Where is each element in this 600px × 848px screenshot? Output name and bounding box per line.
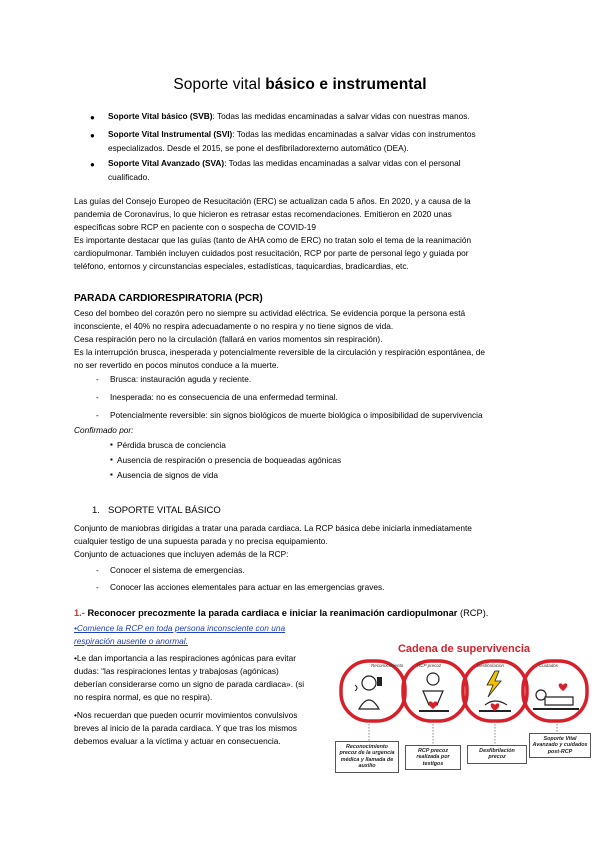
intro-line: cardiopulmonar. También incluyen cuidados post resucitación, RCP por parte de personal lego y guiada por [74, 248, 469, 258]
dash-marker: - [96, 375, 99, 384]
chain-of-survival-figure [333, 633, 595, 788]
bullet-svi [108, 128, 476, 141]
caption-box: Reconocimiento precoz de la urgencia médica y llamada de auxilio [335, 741, 399, 773]
intro-line: pandemia de Coronavirus, lo que hicieron es retrasar estas recomendaciones. Emitieron en 2020 unas [74, 209, 452, 219]
sub-bullet-marker: ▪ [110, 440, 113, 449]
link-label: Desfibrilación [477, 663, 505, 668]
pcr-dash-item: Inesperada: no es consecuencia de una enfermedad terminal. [110, 392, 338, 402]
bullet-text: : Todas las medidas encaminadas a salvar vidas con nuestras manos. [212, 111, 470, 121]
pcr-heading: PARADA CARDIORESPIRATORIA (PCR) [74, 293, 263, 304]
pcr-line: no ser revertido en pocos minutos conduce a la muerte. [74, 360, 279, 370]
svb-heading: SOPORTE VITAL BÁSICO [108, 505, 221, 516]
step1-underlined: •Comience la RCP en toda persona inconsciente con una [74, 623, 286, 633]
confirm-item: Ausencia de signos de vida [117, 470, 219, 480]
svb-dash-item: Conocer el sistema de emergencias. [110, 565, 245, 575]
svb-dash-item: Conocer las acciones elementales para actuar en las emergencias graves. [110, 582, 385, 592]
caption-box: Soporte Vital Avanzado y cuidados post-RCP [529, 733, 591, 758]
bullet-dot: ● [90, 160, 95, 169]
bullet-dot: ● [90, 131, 95, 140]
caption-box: Desfibrilación precoz [467, 745, 527, 764]
step1-heading [74, 607, 488, 620]
step1-body-line: breves al inicio de la parada cardiaca. Y que tras los mismos [74, 723, 297, 733]
caption-box: RCP precoz realizada por testigos [405, 745, 461, 770]
bullet-dot: ● [90, 113, 95, 122]
svb-line: Conjunto de maniobras dirigidas a tratar una parada cardiaca. La RCP básica debe iniciarla inmediatamente [74, 523, 472, 533]
pcr-line: inconsciente, el 40% no respira adecuadamente o no respira y no tiene signos de vida. [74, 321, 394, 331]
intro-line: Es importante destacar que las guías (tanto de AHA como de ERC) no tratan solo el tema de la reanimación [74, 235, 472, 245]
step1-number: 1.- [74, 608, 85, 618]
title-normal: Soporte vital [173, 76, 266, 93]
post-care-icon [533, 683, 579, 709]
intro-line: específicas sobre RCP en paciente con o sospecha de COVID-19 [74, 222, 316, 232]
bullet-text: : Todas las medidas encaminadas a salvar vidas con instrumentos [232, 129, 476, 139]
dash-marker: - [96, 566, 99, 575]
step1-body-line: •Nos recuerdan que pueden ocurrir movimientos convulsivos [74, 710, 298, 720]
sub-bullet-marker: ▪ [110, 470, 113, 479]
bullet-bold: Soporte Vital Instrumental (SVI) [108, 129, 233, 139]
chain-link [523, 661, 587, 721]
dash-marker: - [96, 411, 99, 420]
pcr-dash-item: Potencialmente reversible: sin signos biológicos de muerte biológica o imposibilidad de supervivencia [110, 410, 483, 420]
link-label: Cuidados [539, 663, 559, 668]
step1-text: Reconocer precozmente la parada cardiaca e iniciar la reanimación cardiopulmonar [84, 608, 460, 618]
pcr-dash-item: Brusca: instauración aguda y reciente. [110, 374, 252, 384]
sub-bullet-marker: ▪ [110, 455, 113, 464]
step1-tail: (RCP). [459, 608, 489, 618]
pcr-line: Cesa respiración pero no la circulación (fallará en varios momentos sin respiración). [74, 334, 383, 344]
pcr-line: Es la interrupción brusca, inesperada y potencialmente reversible de la circulación y respiración espontánea, de [74, 347, 485, 357]
step1-body-line: deberían considerarse como un signo de parada cardiaca». (si [74, 679, 305, 689]
pcr-line: Ceso del bombeo del corazón pero no siempre su actividad eléctrica. Se evidencia porque la persona está [74, 308, 466, 318]
confirm-item: Ausencia de respiración o presencia de boqueadas agónicas [117, 455, 342, 465]
page-title [0, 76, 600, 94]
svb-number: 1. [92, 505, 100, 516]
confirmado-label: Confirmado por: [74, 425, 134, 435]
svb-line: cualquier testigo de una supuesta parada y no precisa equipamiento. [74, 536, 328, 546]
dash-marker: - [96, 583, 99, 592]
intro-line: Las guías del Consejo Europeo de Resucitación (ERC) se actualizan cada 5 años. En 2020, y a causa de la [74, 196, 471, 206]
bullet-bold: Soporte Vital básico (SVB) [108, 111, 213, 121]
step1-body-line: no respira normal, es que no respira). [74, 692, 213, 702]
chain-link [341, 661, 405, 721]
svb-line: Conjunto de actuaciones que incluyen además de la RCP: [74, 549, 289, 559]
bullet-sva-line2: cualificado. [108, 172, 150, 182]
link-label: Reconocimiento [371, 663, 404, 668]
bullet-svb [108, 110, 470, 123]
dash-marker: - [96, 393, 99, 402]
step1-body-line: •Le dan importancia a las respiraciones agónicas para evitar [74, 653, 296, 663]
intro-line: teléfono, entornos y circunstancias especiales, estadísticas, taquicardias, bradicardias, etc. [74, 261, 409, 271]
step1-body-line: debemos evaluar a la víctima y actuar en consecuencia. [74, 736, 281, 746]
title-bold: básico e instrumental [265, 76, 427, 93]
chain-title: Cadena de supervivencia [397, 643, 531, 655]
person-phone-icon [355, 676, 382, 709]
cpr-icon [419, 673, 449, 711]
bullet-bold: Soporte Vital Avanzado (SVA) [108, 158, 225, 168]
bullet-sva [108, 157, 461, 170]
bullet-svi-line2: especializados. Desde el 2015, se pone el desfibriladorexterno automático (DEA). [108, 143, 409, 153]
confirm-item: Pérdida brusca de conciencia [117, 440, 226, 450]
bullet-text: : Todas las medidas encaminadas a salvar vidas con el personal [224, 158, 461, 168]
defibrillator-icon [479, 671, 511, 711]
step1-underlined: respiración ausente o anormal. [74, 636, 188, 646]
step1-body-line: dudas: “las respiraciones lentas y trabajosas (agónicas) [74, 666, 279, 676]
link-label: RCP precoz [417, 663, 442, 668]
